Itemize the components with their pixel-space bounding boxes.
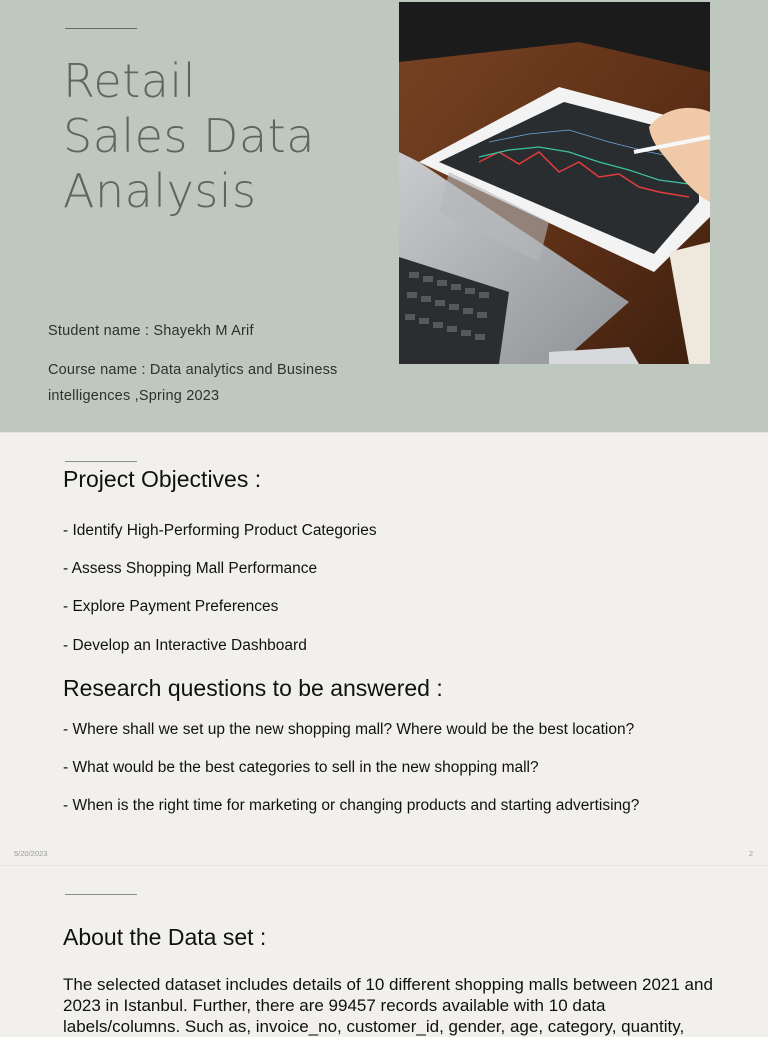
- accent-line: [65, 461, 137, 462]
- title-slide: [0, 0, 768, 432]
- research-question: - What would be the best categories to sell in the new shopping mall?: [63, 759, 539, 776]
- accent-line: [65, 28, 137, 29]
- student-name: Student name : Shayekh M Arif: [48, 323, 254, 339]
- dataset-heading: About the Data set :: [63, 924, 267, 950]
- course-name: Course name : Data analytics and Business intelligences ,Spring 2023: [48, 362, 338, 404]
- footer-date: 5/20/2023: [14, 849, 48, 858]
- accent-line: [65, 894, 137, 895]
- research-questions-heading: Research questions to be answered :: [63, 675, 443, 701]
- objectives-slide: [0, 432, 768, 865]
- objective-item: - Explore Payment Preferences: [63, 598, 279, 615]
- laptop-and-financial-chart-photo: [399, 2, 710, 364]
- dataset-slide: [0, 865, 768, 1036]
- title-line-1: Retail: [63, 54, 196, 108]
- research-question: - When is the right time for marketing or changing products and starting advertising?: [63, 797, 640, 814]
- dataset-description: The selected dataset includes details of 10 different shopping malls between 2021 and 2023 in Istanbul. Further, there are 99457 records available with 10 data labels/columns. Such as, invoice_no, customer_id, gender, age, category, quantity,: [63, 975, 713, 1036]
- objectives-heading: Project Objectives :: [63, 466, 262, 492]
- objective-item: - Identify High-Performing Product Categories: [63, 522, 377, 539]
- page-number: 2: [748, 849, 753, 858]
- slide-title: [63, 54, 315, 219]
- title-line-3: Analysis: [63, 164, 257, 218]
- objective-item: - Develop an Interactive Dashboard: [63, 637, 307, 654]
- research-question: - Where shall we set up the new shopping mall? Where would be the best location?: [63, 721, 635, 738]
- title-line-2: Sales Data: [63, 109, 315, 163]
- objective-item: - Assess Shopping Mall Performance: [63, 560, 318, 577]
